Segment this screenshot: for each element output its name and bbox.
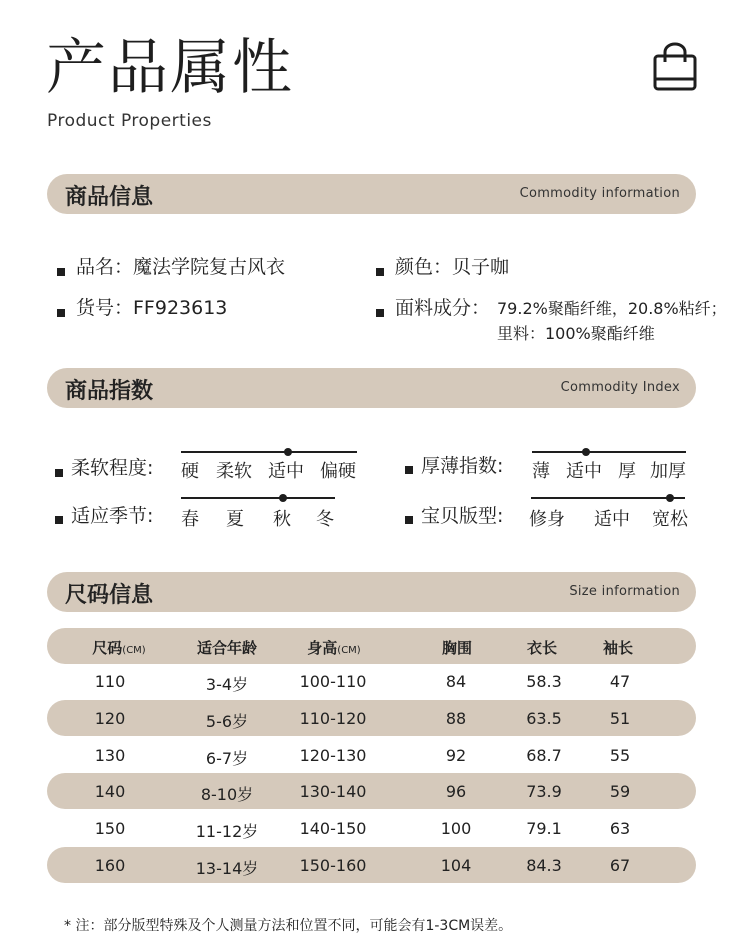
bullet-icon — [405, 459, 413, 478]
softness-option: 偏硬 — [320, 461, 356, 482]
table-cell: 160 — [94, 856, 126, 875]
softness-option: 柔软 — [216, 461, 252, 482]
bullet-icon — [405, 509, 413, 528]
table-cell: 140 — [94, 782, 126, 801]
table-cell: 63 — [609, 819, 631, 838]
fabric-composition: 79.2%聚酯纤维，20.8%粘纤； — [497, 299, 727, 318]
product-item-no: 货号：FF923613 — [76, 297, 228, 319]
thickness-scale — [532, 451, 686, 453]
table-cell: 130 — [94, 746, 126, 765]
season-scale — [181, 497, 335, 499]
thickness-option: 厚 — [618, 461, 636, 482]
section-title: 商品信息 — [65, 185, 154, 210]
table-cell: 67 — [609, 856, 631, 875]
lining-composition: 里料：100%聚酯纤维 — [497, 324, 655, 343]
table-cell: 100-110 — [299, 672, 367, 691]
softness-option: 适中 — [268, 461, 304, 482]
season-indicator — [279, 494, 287, 502]
table-cell: 58.3 — [526, 672, 562, 691]
table-cell: 59 — [609, 782, 631, 801]
table-cell: 100 — [440, 819, 472, 838]
table-cell: 84 — [445, 672, 467, 691]
table-cell: 130-140 — [299, 782, 367, 801]
fit-option: 适中 — [594, 509, 630, 530]
bullet-icon — [55, 462, 63, 481]
fit-label: 宝贝版型: — [421, 505, 504, 527]
bullet-icon — [57, 261, 65, 280]
season-option: 秋 — [273, 509, 291, 530]
table-cell: 13-14岁 — [195, 859, 259, 878]
table-cell: 79.1 — [526, 819, 562, 838]
thickness-indicator — [582, 448, 590, 456]
product-name: 品名：魔法学院复古风衣 — [76, 256, 286, 278]
table-cell: 120 — [94, 709, 126, 728]
section-commodity-info — [47, 174, 696, 214]
table-cell: 63.5 — [526, 709, 562, 728]
table-cell: 92 — [445, 746, 467, 765]
bullet-icon — [376, 302, 384, 321]
table-cell: 55 — [609, 746, 631, 765]
section-title: 尺码信息 — [65, 583, 154, 608]
product-color: 颜色：贝子咖 — [395, 256, 510, 278]
season-option: 冬 — [316, 509, 334, 530]
table-header-cell: 适合年龄 — [196, 639, 258, 657]
table-cell: 5-6岁 — [205, 712, 249, 731]
table-cell: 96 — [445, 782, 467, 801]
footnote: * 注：部分版型特殊及个人测量方法和位置不同，可能会有1-3CM误差。 — [64, 918, 513, 934]
section-subtitle: Commodity Index — [560, 380, 680, 395]
table-cell: 11-12岁 — [195, 822, 259, 841]
fit-option: 修身 — [529, 509, 565, 530]
table-cell: 110 — [94, 672, 126, 691]
table-header-cell: 袖长 — [602, 639, 634, 657]
section-title: 商品指数 — [65, 379, 154, 404]
season-label: 适应季节: — [71, 505, 154, 527]
fit-option: 宽松 — [652, 509, 688, 530]
table-row-stripe — [47, 847, 696, 883]
bullet-icon — [376, 261, 384, 280]
softness-label: 柔软程度: — [71, 457, 154, 479]
thickness-option: 适中 — [566, 461, 602, 482]
table-row-stripe — [47, 773, 696, 809]
table-cell: 110-120 — [299, 709, 367, 728]
table-cell: 68.7 — [526, 746, 562, 765]
table-cell: 140-150 — [299, 819, 367, 838]
table-cell: 3-4岁 — [205, 675, 249, 694]
table-header-cell: 衣长 — [526, 639, 558, 657]
table-cell: 73.9 — [526, 782, 562, 801]
table-cell: 150 — [94, 819, 126, 838]
bullet-icon — [55, 509, 63, 528]
table-cell: 51 — [609, 709, 631, 728]
season-option: 春 — [181, 509, 199, 530]
section-subtitle: Size information — [569, 584, 680, 599]
fit-indicator — [666, 494, 674, 502]
page-subtitle: Product Properties — [47, 111, 212, 131]
section-size-info — [47, 572, 696, 612]
table-cell: 6-7岁 — [205, 749, 249, 768]
table-cell: 88 — [445, 709, 467, 728]
thickness-label: 厚薄指数: — [421, 455, 504, 477]
table-header-cell: 胸围 — [441, 639, 473, 657]
table-cell: 104 — [440, 856, 472, 875]
softness-option: 硬 — [181, 461, 199, 482]
table-cell: 84.3 — [526, 856, 562, 875]
season-option: 夏 — [226, 509, 244, 530]
page-title: 产品属性 — [46, 33, 294, 103]
table-cell: 47 — [609, 672, 631, 691]
fabric-label: 面料成分： — [395, 297, 491, 319]
table-cell: 8-10岁 — [200, 785, 254, 804]
table-cell: 150-160 — [299, 856, 367, 875]
thickness-option: 加厚 — [650, 461, 686, 482]
softness-scale — [181, 451, 357, 453]
shopping-bag-icon — [652, 42, 698, 92]
section-commodity-index — [47, 368, 696, 408]
thickness-option: 薄 — [532, 461, 550, 482]
table-header-cell: 尺码(CM) — [92, 639, 146, 657]
fit-scale — [531, 497, 685, 499]
table-header-cell: 身高(CM) — [307, 639, 361, 657]
table-row-stripe — [47, 700, 696, 736]
bullet-icon — [57, 302, 65, 321]
section-subtitle: Commodity information — [519, 186, 680, 201]
table-cell: 120-130 — [299, 746, 367, 765]
softness-indicator — [284, 448, 292, 456]
